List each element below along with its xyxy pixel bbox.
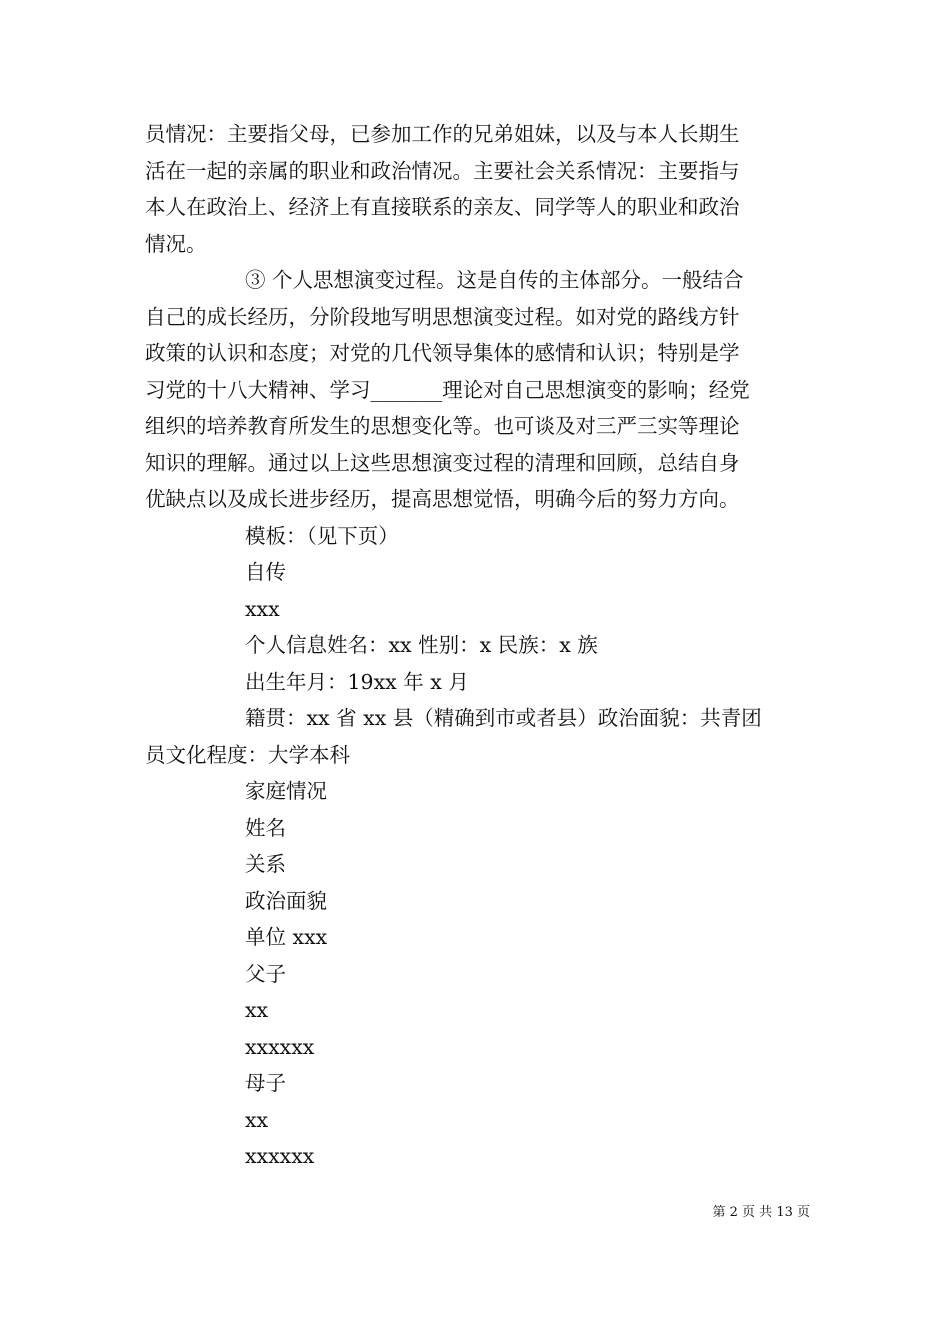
paragraph-line: 政策的认识和态度；对党的几代领导集体的感情和认识；特别是学 [145, 341, 740, 365]
template-note: 模板：（见下页） [245, 523, 399, 548]
paragraph-line: ③ 个人思想演变过程。这是自传的主体部分。一般结合 [245, 268, 744, 292]
paragraph-line: 员情况：主要指父母，已参加工作的兄弟姐妹，以及与本人长期生 [145, 122, 740, 146]
family-section-heading: 家庭情况 [245, 779, 327, 803]
paragraph-line: 本人在政治上、经济上有直接联系的亲友、同学等人的职业和政治 [145, 195, 740, 219]
family-entry: xxxxxx [245, 1144, 315, 1168]
page-number-footer: 第 2 页 共 13 页 [712, 1205, 810, 1220]
family-entry: xxxxxx [245, 1034, 315, 1059]
paragraph-line: 习党的十八大精神、学习_______理论对自己思想演变的影响；经党 [145, 377, 750, 402]
native-place-line: 籍贯：xx 省 xx 县（精确到市或者县）政治面貌：共青团 [245, 706, 762, 730]
body-text [145, 116, 810, 1175]
paragraph-line: 情况。 [145, 231, 207, 256]
birth-date-line: 出生年月：19xx 年 x 月 [245, 669, 469, 694]
autobiography-title: 自传 [245, 560, 286, 584]
personal-info-line: 个人信息姓名：xx 性别：x 民族：x 族 [245, 633, 598, 657]
family-entry: xx [245, 1107, 269, 1132]
family-entry: xx [245, 998, 269, 1022]
family-entry: 父子 [245, 961, 286, 986]
family-field-relation: 关系 [245, 852, 286, 876]
paragraph-line: 知识的理解。通过以上这些思想演变过程的清理和回顾，总结自身 [145, 450, 740, 475]
family-field-name: 姓名 [245, 815, 286, 840]
author-name: xxx [245, 596, 280, 621]
paragraph-line: 自己的成长经历，分阶段地写明思想演变过程。如对党的路线方针 [145, 304, 740, 329]
paragraph-line: 活在一起的亲属的职业和政治情况。主要社会关系情况：主要指与 [145, 158, 740, 183]
family-entry: 母子 [245, 1071, 286, 1095]
paragraph-line: 组织的培养教育所发生的思想变化等。也可谈及对三严三实等理论 [145, 414, 740, 438]
paragraph-line: 优缺点以及成长进步经历，提高思想觉悟，明确今后的努力方向。 [145, 487, 740, 511]
education-line: 员文化程度：大学本科 [145, 742, 350, 767]
family-field-politics: 政治面貌 [245, 888, 327, 913]
family-field-employer: 单位 xxx [245, 925, 328, 949]
